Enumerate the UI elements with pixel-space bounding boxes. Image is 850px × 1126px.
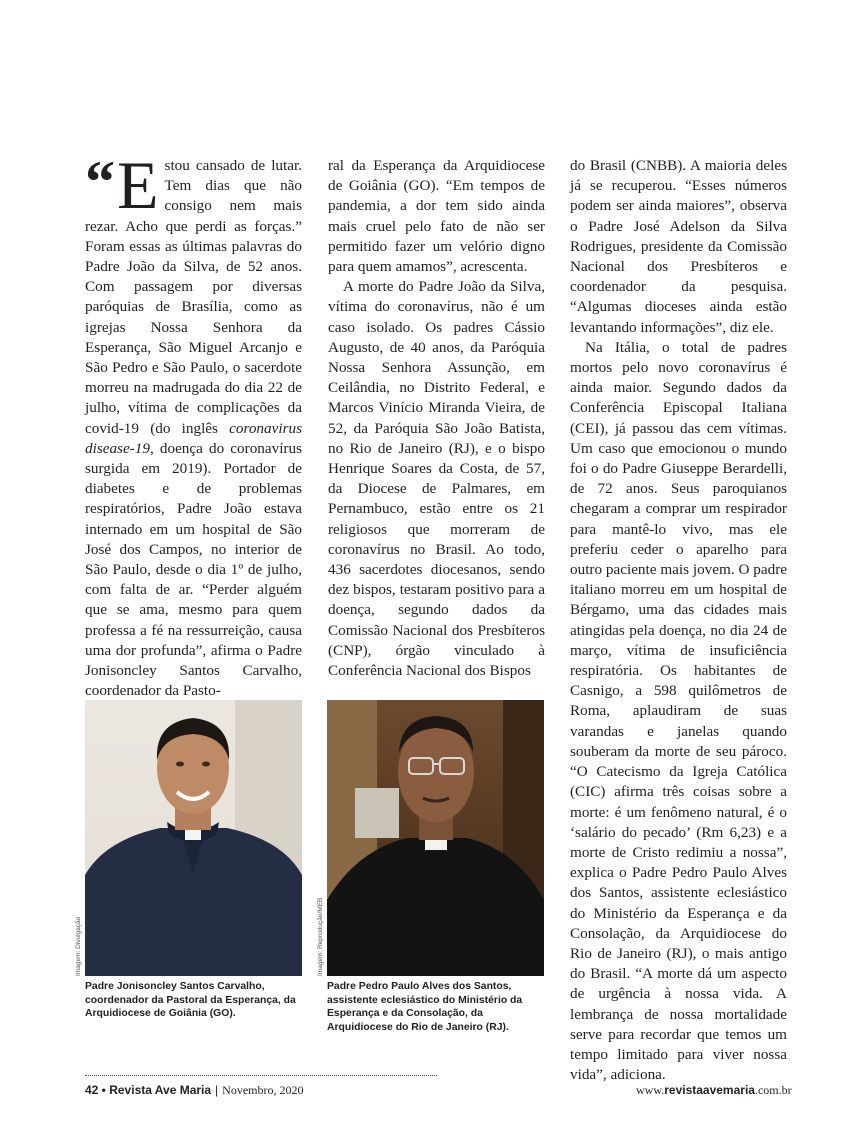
- footer-separator: |: [215, 1083, 219, 1097]
- article-column-3: [570, 156, 787, 1085]
- website-suffix: .com.br: [754, 1083, 792, 1097]
- website-brand: revistaavemaria: [664, 1083, 755, 1097]
- footer-website: [636, 1083, 792, 1098]
- footer-divider: [85, 1075, 437, 1076]
- paragraph: ral da Esperança da Arquidiocese de Goiânia (GO). “Em tempos de pandemia, a dor tem sido ainda mais cruel pelo fato de não ser permitido fazer um velório digno para quem amamos”, acrescenta.: [328, 157, 545, 276]
- photo-credit: Imagem: Reprodução/MEB: [317, 897, 324, 976]
- paragraph: [85, 147, 302, 701]
- photo-caption: Padre Jonisoncley Santos Carvalho, coordenador da Pastoral da Esperança, da Arquidiocese de Goiânia (GO).: [85, 981, 296, 1020]
- photo-credit: Imagem: Divulgação: [75, 916, 82, 976]
- paragraph-italic-term: coronavirus disease-19: [85, 419, 302, 457]
- article-column-1: [85, 147, 302, 701]
- page-number-magazine: 42 • Revista Ave Maria: [85, 1083, 212, 1097]
- paragraph: Na Itália, o total de padres mortos pelo novo coronavírus é ainda maior. Segundo dados da Conferência Episcopal Italiana (CEI), já passou das cem vítimas. Um caso que emocionou o mundo foi o do Padre Giuseppe Berardelli, de 72 anos. Seus paroquianos chegaram a comprar um respirador para mantê-lo vivo, mas ele preferiu ceder o aparelho para outro paciente mais jovem. O padre italiano morreu em um hospital de Bérgamo, uma das cidades mais atingidas pela doença, no dia 24 de março, vítima de insuficiência respiratória. Os habitantes de Casnigo, a 598 quilômetros de Roma, aplaudiram de suas varandas e janelas quando souberam da morte de seu pároco. “O Catecismo da Igreja Católica (CIC) afirma três coisas sobre a morte: é um fenômeno natural, é o ‘salário do pecado’ (Rm 6,23) e a morte de Cristo redimiu a nossa”, explica o Padre Pedro Paulo Alves dos Santos, assistente eclesiástico do Ministério da Esperança e da Consolação, da Arquidiocese do Rio de Janeiro (RJ), o mais antigo do Brasil. “A morte dá um aspecto de urgência à nossa vida. A lembrança de nossa mortalidade serve para recordar que temos um tempo limitado para viver nossa vida”, adiciona.: [570, 338, 787, 1084]
- photo-priest-pedro-paulo: [327, 700, 544, 976]
- portrait-illustration: [85, 700, 302, 976]
- issue-date: Novembro, 2020: [222, 1083, 304, 1097]
- portrait-illustration: [327, 700, 544, 976]
- photo-priest-jonisoncley: [85, 700, 302, 976]
- paragraph: A morte do Padre João da Silva, vítima do coronavírus, não é um caso isolado. Os padres Cássio Augusto, de 40 anos, da Paróquia Nossa Senhora Assunção, em Ceilândia, no Distrito Federal, e Marcos Vinício Miranda Vieira, de 52, da Paróquia São João Batista, no Rio de Janeiro (RJ), e o bispo Henrique Soares da Costa, de 57, da Diocese de Palmares, em Pernambuco, estão entre os 21 religiosos que morreram de coronavírus no Brasil. Ao todo, 436 sacerdotes diocesanos, sendo dez bispos, testaram positivo para a doença, segundo dados da Comissão Nacional dos Presbíteros (CNP), órgão vinculado à Conferência Nacional dos Bispos: [328, 278, 545, 680]
- website-prefix: www.: [636, 1083, 665, 1097]
- photo-caption: Padre Pedro Paulo Alves dos Santos, assistente eclesiástico do Ministério da Esperança e da Consolação, da Arquidiocese do Rio de Janeiro (RJ).: [327, 981, 523, 1033]
- paragraph-text: stou cansado de lutar. Tem dias que não consigo nem mais rezar. Acho que perdi as forças.” Foram essas as últimas palavras do Padre João da Silva, de 52 anos. Com passagem por diversas paróquias de Brasília, como as igrejas Nossa Senhora da Esperança, São Miguel Arcanjo e São Pedro e São Paulo, o sacerdote morreu na madrugada do dia 22 de julho, vítima de complicações da covid-19 (do inglês: [85, 157, 302, 437]
- open-quote-mark: “: [85, 149, 115, 215]
- article-column-2: [328, 156, 545, 681]
- drop-cap-letter: E: [117, 147, 159, 223]
- paragraph: do Brasil (CNBB). A maioria deles já se recuperou. “Esses números podem ser ainda maiores”, observa o Padre José Adelson da Silva Rodrigues, presidente da Comissão Nacional dos Presbíteros e coordenador da pesquisa. “Algumas dioceses ainda estão levantando informações”, diz ele.: [570, 157, 787, 336]
- footer-page-info: [85, 1083, 304, 1098]
- paragraph-text: , doença do coronavírus surgida em 2019). Portador de diabetes e de problemas respiratórios, Padre João estava internado em um hospital de São José dos Campos, no interior de São Paulo, desde o dia 1º de julho, com falta de ar. “Perder alguém que se ama, mesmo para quem professa a fé na ressurreição, causa uma dor profunda”, afirma o Padre Jonisoncley Santos Carvalho, coordenador da Pasto-: [85, 439, 302, 700]
